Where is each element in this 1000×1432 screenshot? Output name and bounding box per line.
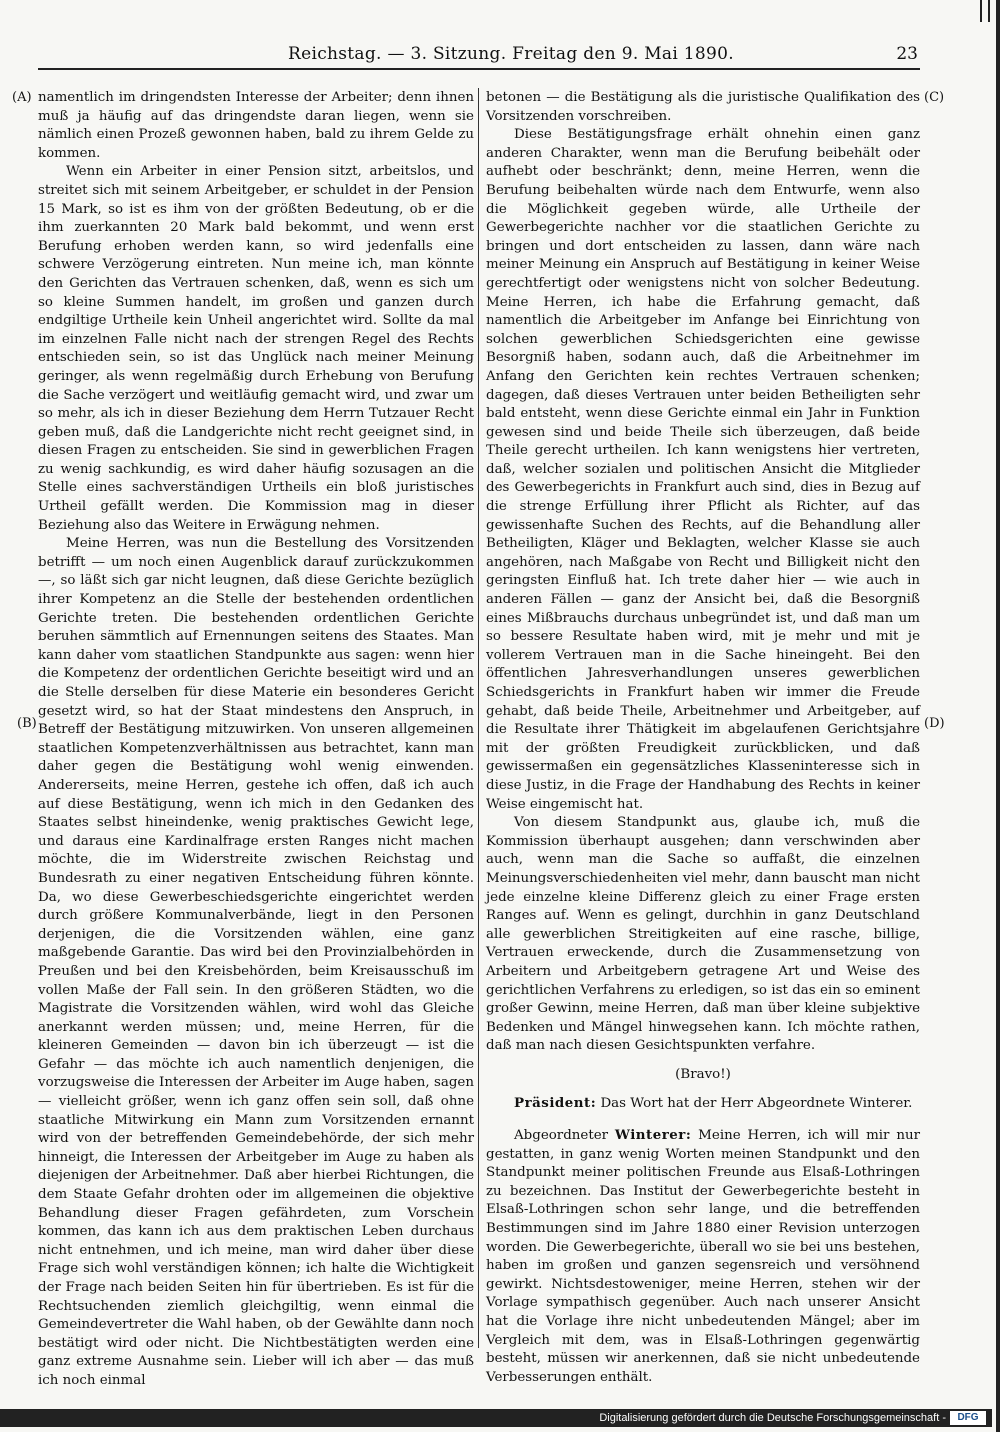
- paragraph: Von diesem Standpunkt aus, glaube ich, muß die Kommission überhaupt ausgehen; dann verschwinden aber auch, wenn man die Sache so auffaßt, die einzelnen Meinungsverschiedenheiten viel mehr, dann bauscht man nicht jede einzelne kleine Differenz gleich zu einer Frage ersten Ranges auf. Wenn es gelingt, durchhin in ganz Deutschland alle gewerblichen Streitigkeiten auf eine rasche, billige, Vertrauen erweckende, durch die Zusammensetzung von Arbeitern und Arbeitgebern getragene Art und Weise des gerichtlichen Verfahrens zu erledigen, so ist das ein so eminent großer Gewinn, meine Herren, daß man über kleine subjektive Bedenken und Mängel hinwegsehen kann. Ich möchte rathen, daß man nach diesen Gesichtspunkten verfahre.: [486, 815, 920, 1054]
- paragraph: betonen — die Bestätigung als die juristische Qualifikation des Vorsitzenden vorschreiben.: [486, 90, 920, 124]
- page-header: [38, 44, 920, 70]
- paragraph: Meine Herren, was nun die Bestellung des Vorsitzenden betrifft — um noch einen Augenblick darauf zurückzukommen —, so läßt sich gar nicht leugnen, daß diese Gerichte bezüglich ihrer Kompetenz an die Stelle der bestehenden ordentlichen Gerichte treten. Die bestehenden ordentlichen Gerichte beruhen sämmtlich auf Ernennungen seitens des Staates. Man kann daher vom staatlichen Standpunkte aus sagen: wenn hier die Kompetenz der ordentlichen Gerichte beseitigt wird und an die Stelle derselben für diese Materie ein besonderes Gericht gesetzt wird, so hat der Staat mindestens den Anspruch, in Betreff der Bestätigung mitzuwirken. Von unseren allgemeinen staatlichen Kompetenzverhältnissen aus betrachtet, kann man daher gegen die Bestätigung wohl wenig einwenden. Andererseits, meine Herren, gestehe ich offen, daß ich auch auf diese Bestätigung, wenn ich mich in den Gedanken des Staates selbst hineindenke, wenig praktisches Gewicht lege, und daraus eine Kardinalfrage ersten Ranges nicht machen möchte, die im Widerstreite zwischen Reichstag und Bundesrath zu einer negativen Entscheidung führen könnte. Da, wo diese Gewerbeschiedsgerichte eingerichtet werden durch größere Kommunalverbände, liegt in den Personen derjenigen, die die Vorsitzenden wählen, eine ganz maßgebende Garantie. Das wird bei den Provinzialbehörden in Preußen und bei den Kreisbehörden, beim Kreisausschuß im vollen Maße der Fall sein. In den größeren Städten, wo die Magistrate die Vorsitzenden wählen, wird wohl das Gleiche anerkannt werden müssen; und, meine Herren, für die kleineren Gemeinden — davon bin ich überzeugt — ist die Gefahr — das möchte ich auch namentlich denjenigen, die vorzugsweise die Interessen der Arbeiter im Auge haben, sagen — vielleicht größer, wenn ich ganz offen sein soll, daß ohne staatliche Mitwirkung ein Mann zum Vorsitzenden ernannt wird von der betreffenden Gemeindebehörde, der sich mehr hinneigt, die Interessen der Arbeitgeber im Auge zu haben als diejenigen der Arbeitnehmer. Daß aber hierbei Richtungen, die dem Staate Gefahr drohten oder im allgemeinen die objektive Behandlung dieser Fragen gefährdeten, zum Vorschein kommen, das kann ich aus dem praktischen Leben durchaus nicht entnehmen, und ich meine, man wird daher über diese Frage sich wohl verständigen können; ich halte die Wichtigkeit der Frage nach beiden Seiten hin für übertrieben. Es ist für die Rechtsuchenden ziemlich gleichgiltig, wenn einmal die Gemeindevertreter die Wahl haben, ob der Gewählte dann noch bestätigt wird oder nicht. Die Nichtbestätigten werden eine ganz extreme Ausnahme sein. Lieber will ich aber — das muß ich noch einmal: [38, 536, 474, 1388]
- speaker-label-president: Präsident:: [514, 1095, 597, 1112]
- paragraph: namentlich im dringendsten Interesse der Arbeiter; denn ihnen muß ja häufig auf das dringendste daran liegen, wenn sie nämlich einen Prozeß gewonnen haben, bald zu ihrem Gelde zu kommen.: [38, 90, 474, 161]
- digitization-footer: [0, 1409, 992, 1427]
- footer-text: Digitalisierung gefördert durch die Deutsche Forschungsgemeinschaft -: [599, 1412, 946, 1424]
- running-title: Reichstag. — 3. Sitzung. Freitag den 9. Mai 1890.: [288, 44, 734, 64]
- president-paragraph: [486, 1094, 920, 1114]
- page-edge-mark: [980, 0, 990, 22]
- speech-paragraph: [486, 1126, 920, 1387]
- president-text: Das Wort hat der Herr Abgeordnete Winterer.: [596, 1096, 913, 1112]
- interjection: (Bravo!): [675, 1066, 731, 1082]
- page-number: 23: [896, 44, 918, 64]
- margin-mark-d: (D): [924, 716, 945, 731]
- column-divider: [478, 88, 479, 1348]
- speaker-name: Winterer:: [614, 1127, 692, 1144]
- margin-mark-c: (C): [924, 90, 945, 105]
- speaker-prefix: Abgeordneter: [514, 1128, 615, 1144]
- speech-text: Meine Herren, ich will mir nur gestatten, in ganz wenig Worten meinen Standpunkt und den Standpunkt meiner politischen Freunde aus Elsaß-Lothringen zu bezeichnen. Das Institut der Gewerbegerichte besteht in Elsaß-Lothringen schon sehr lange, und die betreffenden Bestimmungen sind im Jahre 1880 einer Revision unterzogen worden. Die Gewerbegerichte, überall wo sie bei uns bestehen, haben im großen und ganzen segensreich und versöhnend gewirkt. Nichtsdestoweniger, meine Herren, stehen wir der Vorlage sympathisch gegenüber. Auch nach unserer Ansicht hat die Vorlage ihre nicht unbedeutenden Mängel; aber im Vergleich mit dem, was in Elsaß-Lothringen gegenwärtig besteht, müssen wir anerkennen, daß sie nicht unbedeutende Verbesserungen enthält.: [486, 1128, 920, 1385]
- dfg-logo: DFG: [950, 1411, 986, 1425]
- margin-mark-b: (B): [17, 716, 37, 731]
- right-column: [486, 89, 920, 1387]
- paragraph: Diese Bestätigungsfrage erhält ohnehin einen ganz anderen Charakter, wenn man die Berufung beibehält oder aufhebt oder beschränkt; denn, meine Herren, wenn die Berufung beibehalten würde nach dem Entwurfe, wenn also die Möglichkeit gegeben würde, alle Urtheile der Gewerbegerichte nachher vor die staatlichen Gerichte zu bringen und dort entscheiden zu lassen, dann wäre nach meiner Meinung ein Anspruch auf Bestätigung in keiner Weise gerechtfertigt oder wenigstens nicht von solcher Bedeutung. Meine Herren, ich habe die Erfahrung gemacht, daß namentlich die Arbeitgeber im Anfange bei Einrichtung von solchen gewerblichen Schiedsgerichten eine gewisse Besorgniß haben, sodann auch, daß die Arbeitnehmer im Anfang den Gerichten kein rechtes Vertrauen schenken; dagegen, daß dieses Vertrauen unter beiden Betheiligten sehr bald entsteht, wenn diese Gerichte einmal ein Jahr in Funktion gewesen sind und beide Theile sich überzeugen, daß beide Theile gerecht urtheilen. Ich kann wenigstens hier vertreten, daß, welcher sozialen und politischen Ansicht die Mitglieder des Gewerbegerichts in Frankfurt auch sind, dies in Bezug auf die strenge Erfüllung ihrer Pflicht als Richter, auf das gewissenhafte Suchen des Rechts, auf die Behandlung aller Betheiligten, Kläger und Beklagten, welcher Klasse sie auch angehören, nach Maßgabe von Recht und Billigkeit nicht den geringsten Einfluß hat. Ich trete daher hier — wie auch in anderen Fällen — ganz der Ansicht bei, daß die Besorgniß eines Mißbrauchs durchaus unbegründet ist, und daß man um so bessere Resultate haben wird, mit je mehr und mit je vollerem Vertrauen man in die Sache hineingeht. Bei den öffentlichen Jahresverhandlungen unseres gewerblichen Schiedsgerichts in Frankfurt haben wir immer die Freude gehabt, daß beide Theile, Arbeitnehmer und Arbeitgeber, auf die Resultate ihrer Thätigkeit im abgelaufenen Gerichtsjahre mit der größten Freudigkeit zurückblicken, und daß gewissermaßen ein gegensätzliches Klasseninteresse sich in diese Justiz, in die Frage der Handhabung des Rechts in keiner Weise eingemischt hat.: [486, 127, 920, 812]
- left-column: [38, 89, 474, 1391]
- paragraph: Wenn ein Arbeiter in einer Pension sitzt, arbeitslos, und streitet sich mit seinem Arbeitgeber, er schuldet in der Pension 15 Mark, so ist es ihm von der größten Bedeutung, ob er die ihm zuerkannten 20 Mark bald bekommt, und wenn erst Berufung erhoben werden kann, so wird jedenfalls eine schwere Verzögerung eintreten. Nun meine ich, man könnte den Gerichten das Vertrauen schenken, daß, wenn es sich um so kleine Summen handelt, im großen und ganzen durch endgiltige Urtheile kein Unheil angerichtet wird. Sollte da mal im einzelnen Falle nicht nach der strengen Regel des Rechts entschieden sein, so ist das Unglück nach meiner Meinung geringer, als wenn regelmäßig durch Erhebung von Berufung die Sache verzögert und weitläufig gemacht wird, und zwar um so mehr, als ich in dieser Beziehung dem Herrn Tutzauer Recht geben muß, daß die Landgerichte nicht recht geeignet sind, in diesen Fragen zu entscheiden. Sie sind in gewerblichen Fragen zu wenig sachkundig, es wird daher häufig sozusagen an die Stelle eines sachverständigen Urtheils ein bloß juristisches Urtheil gefällt werden. Die Kommission mag in dieser Beziehung also das Weitere in Erwägung nehmen.: [38, 164, 474, 533]
- margin-mark-a: (A): [12, 90, 32, 105]
- page-edge: [996, 0, 1000, 1432]
